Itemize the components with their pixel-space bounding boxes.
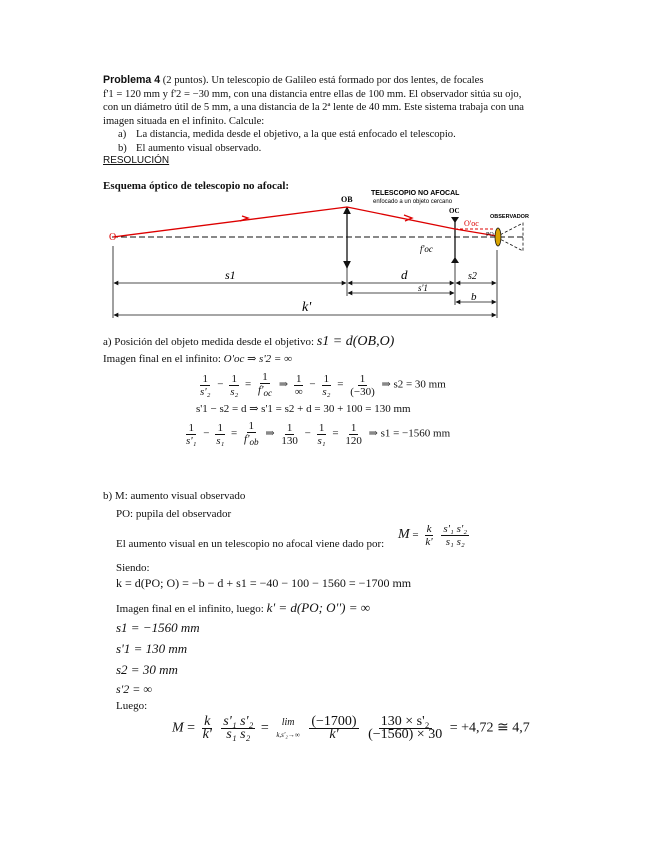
resolution-label: RESOLUCIÓN	[103, 155, 170, 166]
equation-2: s'1 − s2 = d ⇒ s'1 = s2 + d = 30 + 100 = 130 mm	[196, 403, 411, 415]
equation-1-result: ⇒ s2 = 30 mm	[381, 378, 446, 391]
label-b: b	[471, 291, 477, 303]
diagram-subtitle: enfocado a un objeto cercano	[373, 199, 453, 205]
label-s1p: s'1	[418, 283, 428, 293]
eye-pupil	[495, 228, 501, 246]
label-observer: OBSERVADOR	[490, 214, 529, 220]
part-b-heading: b) M: aumento visual observado	[103, 490, 246, 502]
k-equation: k = d(PO; O) = −b − d + s1 = −40 − 100 − 1560 = −1700 mm	[116, 576, 412, 590]
problem-line-3: con un diámetro útil de 5 mm, a una distancia de la 2ª lente de 40 mm. Este sistema trabaja con una	[103, 102, 524, 114]
problem-line-4: imagen situada en el infinito. Calcule:	[103, 115, 265, 127]
value-s2: s2 = 30 mm	[116, 662, 178, 677]
part-a-intro: a) Posición del objeto medida desde el objetivo: s1 = d(OB,O)	[103, 334, 395, 349]
question-a: a) La distancia, medida desde el objetivo, a la que está enfocado el telescopio.	[118, 129, 456, 140]
scheme-title: Esquema óptico de telescopio no afocal:	[103, 180, 290, 192]
part-a-infinity: Imagen final en el infinito: O'oc ⇒ s'2 = ∞	[103, 353, 292, 365]
label-f-oc: f'oc	[420, 244, 433, 254]
label-o: O	[109, 232, 117, 243]
incident-ray	[113, 207, 347, 237]
final-equation: M = $\frac{k}{k'}$ $\frac{\text{s'₁ s'₂}}{\text{s₁ s₂}}$ = lim k,s'₂→∞ $\frac{(-1700)}{k'}$ $\frac{\text{130 × s'₂}}{(-1560) \times 30}$ = +4,72 ≅ 4,7	[172, 714, 530, 742]
part-b-intro: El aumento visual en un telescopio no afocal viene dado por:	[116, 538, 385, 550]
label-ob: OB	[341, 195, 353, 204]
equation-3: $\frac{1}{\text{s'₁}}$ − $\frac{1}{\text{s₁}}$ = $\frac{1}{f'_{ob}}$ ⇒ $\frac{1}{130}$ − $\frac{1}{\text{s₁}}$ = $\frac{1}{120}$ ⇒ s1 = −1560 mm	[186, 420, 451, 448]
problem-line-1: Problema 4 (2 puntos). Un telescopio de Galileo está formado por dos lentes, de focales	[103, 74, 484, 86]
refracted-ray	[347, 207, 455, 229]
equation-1: $\frac{1}{\text{s'₂}}$ − $\frac{1}{\text{s₂}}$ = $\frac{1}{f'_{oc}}$ ⇒ $\frac{1}{\infty}$ − $\frac{1}{\text{s₂}}$ = $\frac{1}{(-30)}$ ⇒ s2 = 30 mm	[200, 371, 446, 399]
pupil-def: PO: pupila del observador	[116, 508, 232, 520]
label-s2: s2	[468, 271, 477, 282]
diagram-title: TELESCOPIO NO AFOCAL	[371, 190, 460, 197]
siendo: Siendo:	[116, 562, 150, 574]
label-o-prime: O'oc	[464, 219, 479, 228]
question-b: b) El aumento visual observado.	[118, 142, 262, 154]
final-result: = +4,72 ≅ 4,7	[449, 720, 530, 736]
label-oc: OC	[449, 207, 460, 215]
problem-line-2: f'1 = 120 mm y f'2 = −30 mm, con una distancia entre ellas de 100 mm. El observador sitúa su ojo,	[103, 88, 522, 100]
label-pupil: PO	[486, 232, 494, 238]
kp-line: Imagen final en el infinito, luego: k' = d(PO; O'') = ∞	[116, 600, 370, 615]
value-s2p: s'2 = ∞	[116, 682, 152, 696]
equation-3-result: ⇒ s1 = −1560 mm	[368, 427, 451, 440]
problem-heading: Problema 4	[103, 74, 161, 86]
value-s1: s1 = −1560 mm	[116, 620, 200, 635]
label-d: d	[401, 267, 408, 282]
label-k: k'	[302, 300, 312, 315]
label-s1: s1	[225, 268, 236, 282]
value-s1p: s'1 = 130 mm	[116, 641, 188, 656]
luego: Luego:	[116, 700, 148, 712]
magnification-formula: M = $\frac{k}{k'}$ $\frac{\text{s'₁ s'₂}}{\text{s₁ s₂}}$	[398, 523, 468, 548]
